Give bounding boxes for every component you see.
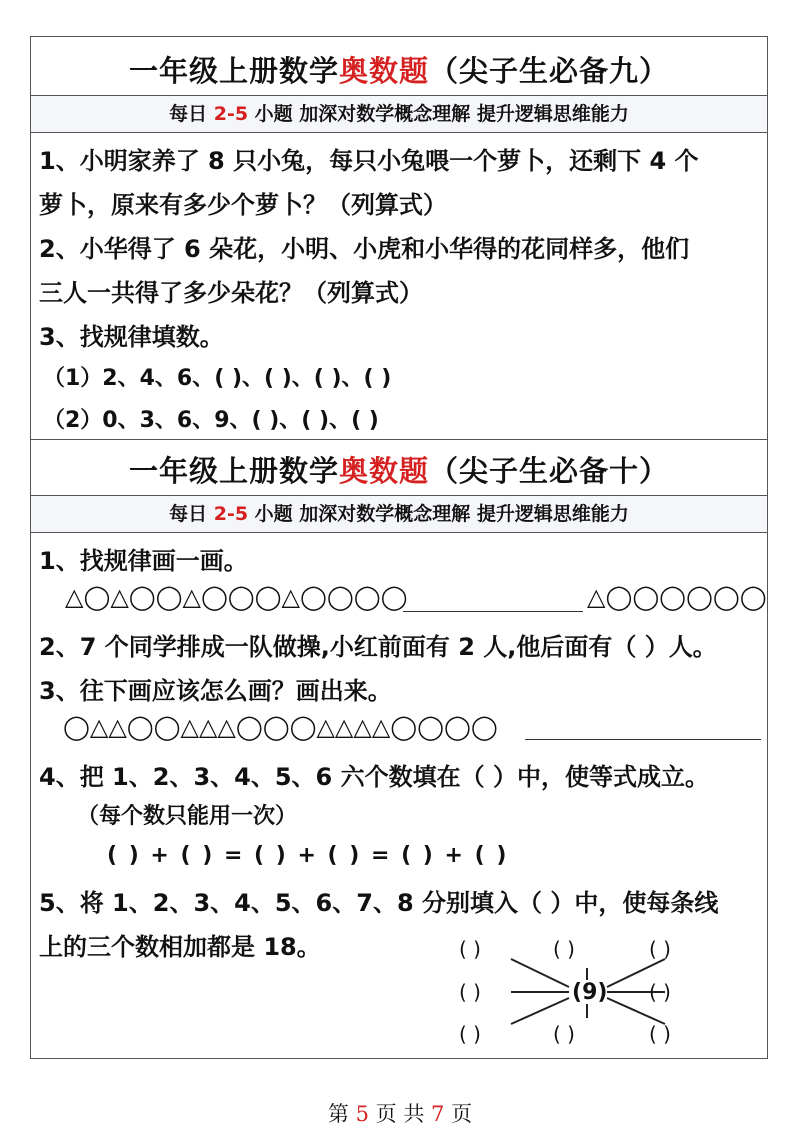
question-line: 5、将 1、2、3、4、5、6、7、8 分别填入（ ）中，使每条线 [39, 889, 719, 917]
question-line: 1、找规律画一画。 [39, 547, 248, 575]
diagram-center: (9) [572, 980, 608, 1005]
page-footer [0, 1098, 800, 1128]
diagram-slot: ( ) [459, 937, 481, 961]
divider [31, 132, 767, 133]
question-line: 3、找规律填数。 [39, 323, 224, 351]
section1-title [31, 49, 767, 90]
title-text: 一年级上册数学 [128, 454, 339, 488]
section2-title [31, 449, 767, 490]
footer-text: 页 [444, 1102, 473, 1126]
title-highlight: 奥数题 [338, 54, 429, 88]
answer-blank [403, 611, 583, 612]
diagram-slot: ( ) [649, 980, 671, 1004]
sequence-line: （1）2、4、6、( )、( )、( )、( ) [43, 366, 392, 391]
section2-subtitle [31, 496, 767, 532]
subtitle-highlight: 2-5 [213, 103, 249, 125]
question-line: 三人一共得了多少朵花？（列算式） [39, 279, 423, 307]
footer-text: 第 [327, 1102, 356, 1126]
worksheet [30, 36, 768, 1059]
diagram-slot: ( ) [553, 1022, 575, 1046]
sequence-line: （2）0、3、6、9、( )、( )、( ) [43, 408, 379, 433]
shape-pattern: △◯△◯◯△◯◯◯△◯◯◯◯ [65, 583, 408, 611]
diagram-slot: ( ) [649, 1022, 671, 1046]
question-line: 1、小明家养了 8 只小兔，每只小兔喂一个萝卜，还剩下 4 个 [39, 147, 699, 175]
subtitle-highlight: 2-5 [213, 503, 249, 525]
title-suffix: （尖子生必备九） [429, 54, 670, 88]
diagram-line [511, 998, 569, 1024]
diagram-slot: ( ) [459, 980, 481, 1004]
subtitle-text: 每日 [169, 503, 214, 525]
page-total: 7 [431, 1102, 445, 1126]
title-highlight: 奥数题 [338, 454, 429, 488]
title-text: 一年级上册数学 [128, 54, 339, 88]
divider [31, 439, 767, 440]
question-line: 萝卜，原来有多少个萝卜？（列算式） [39, 191, 447, 219]
diagram-line [511, 959, 569, 987]
subtitle-text: 每日 [169, 103, 214, 125]
subtitle-rest: 小题 加深对数学概念理解 提升逻辑思维能力 [248, 103, 629, 125]
section1-subtitle [31, 96, 767, 132]
center-number: 9 [582, 980, 598, 1005]
shape-pattern: ◯△△◯◯△△△◯◯◯△△△△◯◯◯◯ [63, 713, 498, 741]
equation-line: ( ) + ( ) = ( ) + ( ) = ( ) + ( ) [107, 843, 509, 868]
page-number: 5 [355, 1102, 369, 1126]
shape-pattern-tail: △◯◯◯◯◯◯ [587, 583, 767, 611]
footer-text: 页 共 [368, 1102, 432, 1126]
question-line: 2、小华得了 6 朵花，小明、小虎和小华得的花同样多，他们 [39, 235, 690, 263]
question-line: 2、7 个同学排成一队做操,小红前面有 2 人,他后面有（ ）人。 [39, 633, 717, 661]
title-suffix: （尖子生必备十） [429, 454, 670, 488]
answer-blank [525, 739, 761, 740]
divider [31, 532, 767, 533]
question-line: 3、往下画应该怎么画？画出来。 [39, 677, 392, 705]
diagram-slot: ( ) [649, 937, 671, 961]
question-note: （每个数只能用一次） [77, 804, 298, 829]
subtitle-rest: 小题 加深对数学概念理解 提升逻辑思维能力 [248, 503, 629, 525]
diagram-slot: ( ) [459, 1022, 481, 1046]
diagram-slot: ( ) [553, 937, 575, 961]
question-line: 上的三个数相加都是 18。 [39, 933, 321, 961]
question-line: 4、把 1、2、3、4、5、6 六个数填在（ ）中，使等式成立。 [39, 763, 709, 791]
